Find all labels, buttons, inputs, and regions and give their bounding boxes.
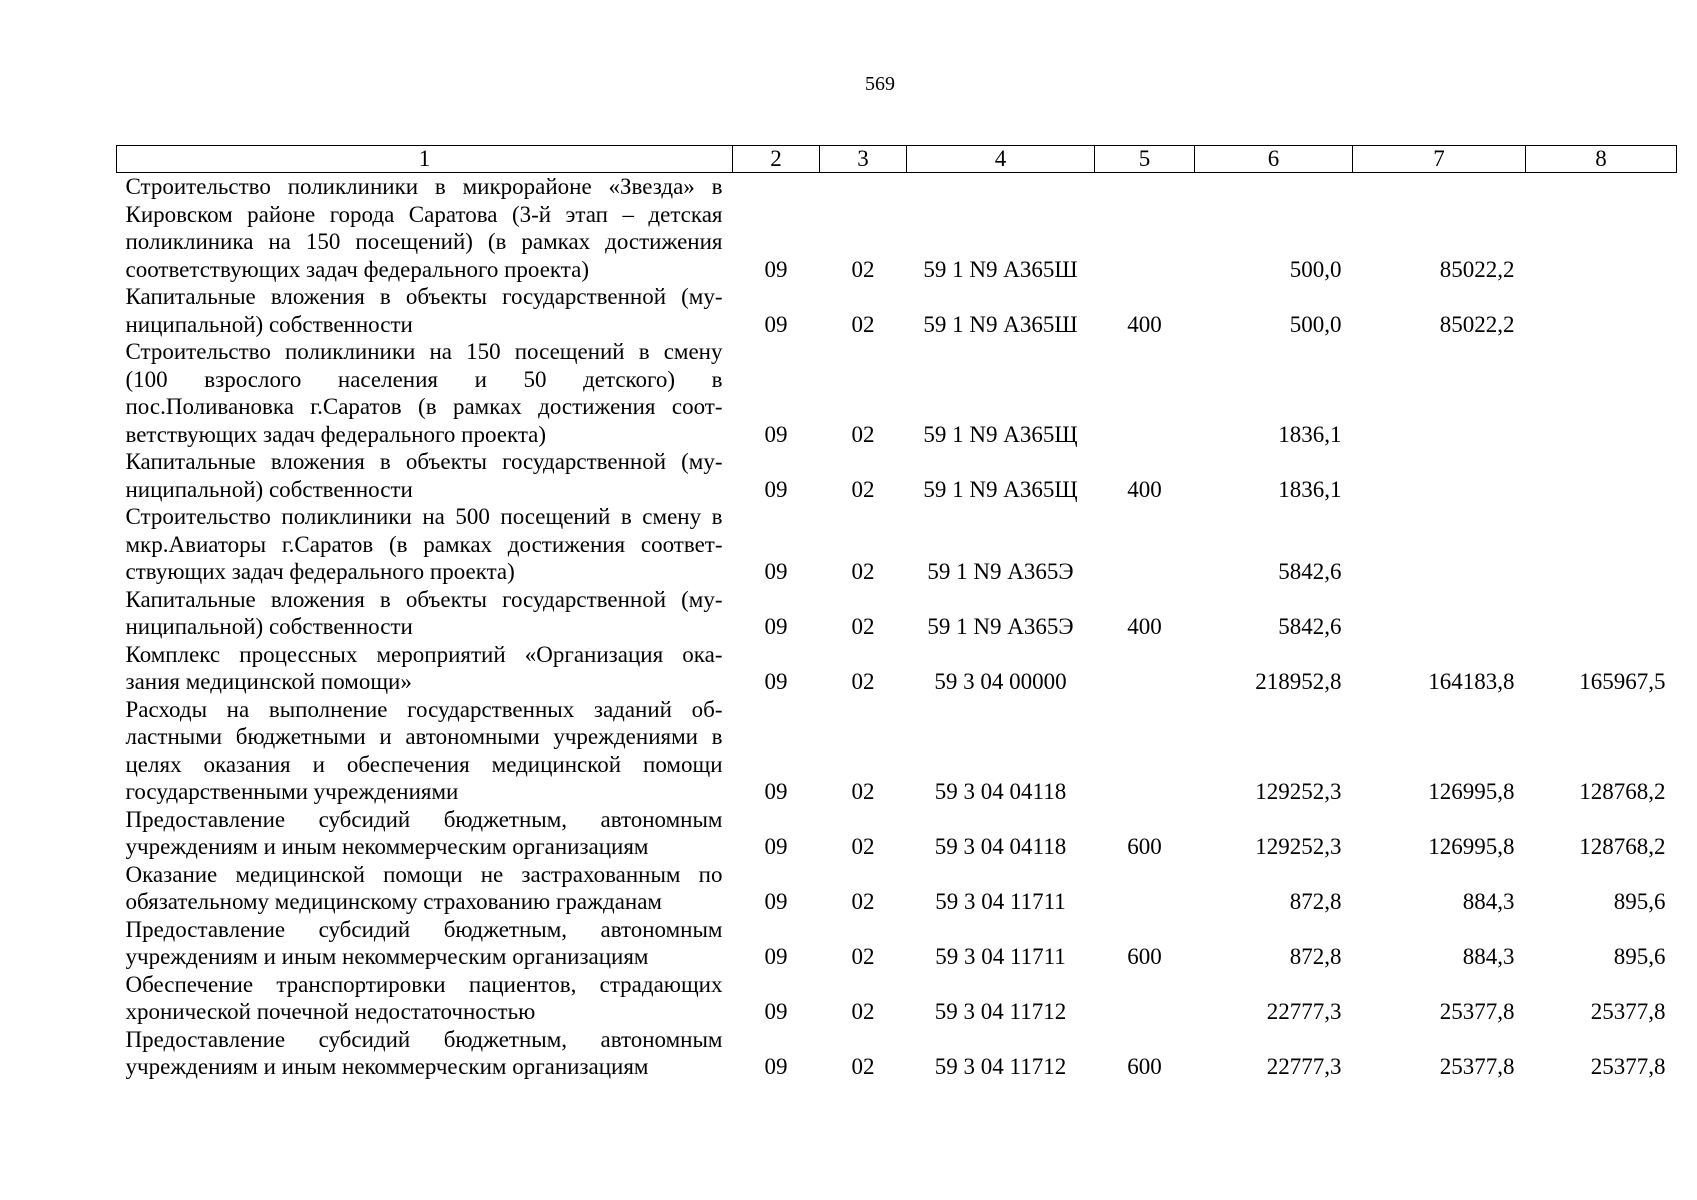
amount-col-6: 872,8 [1289, 889, 1342, 914]
subsection-code: 02 [851, 999, 875, 1024]
amount-col-7: 85022,2 [1439, 311, 1515, 337]
target-article-code: 59 3 04 11711 [935, 889, 1066, 914]
amount-col-7 [1353, 503, 1526, 586]
amount-col-6: 22777,3 [1266, 1054, 1342, 1079]
section-code: 09 [764, 889, 788, 914]
row-name [117, 283, 733, 338]
section-code: 09 [764, 614, 788, 639]
table-row [117, 586, 1677, 641]
row-name [117, 916, 733, 971]
target-article-code: 59 1 N9 А365Щ [923, 476, 1078, 502]
amount-col-8: 25377,8 [1590, 999, 1666, 1024]
section-code: 09 [764, 834, 788, 859]
page-number: 569 [865, 73, 895, 95]
row-name [117, 173, 733, 284]
subsection-code: 02 [851, 421, 875, 447]
subsection-code: 02 [851, 779, 875, 804]
target-article-code: 59 3 04 11711 [935, 944, 1066, 969]
amount-col-8 [1526, 338, 1677, 448]
amount-col-6: 218952,8 [1255, 669, 1342, 694]
row-name [117, 448, 733, 503]
amount-col-8: 165967,5 [1579, 669, 1666, 694]
amount-col-6: 5842,6 [1278, 559, 1342, 584]
section-code: 09 [764, 559, 788, 584]
subsection-code: 02 [851, 614, 875, 639]
name-line: Строительство поликлиники на 150 посещений в смену [125, 339, 723, 364]
row-name [117, 861, 733, 916]
name-line: Капитальные вложения в объекты государственной (му- [125, 284, 723, 309]
amount-col-7: 884,3 [1462, 889, 1515, 914]
amount-col-8: 895,6 [1613, 944, 1666, 969]
name-line: целях оказания и обеспечения медицинской помощи [125, 751, 723, 777]
column-header-8: 8 [1526, 146, 1677, 173]
section-code: 09 [764, 944, 788, 969]
name-line: Капитальные вложения в объекты государственной (му- [125, 586, 723, 612]
table-row [117, 338, 1677, 448]
column-header-4: 4 [907, 146, 1095, 173]
table-row [117, 806, 1677, 861]
amount-col-7 [1353, 586, 1526, 641]
name-line: пос.Поливановка г.Саратов (в рамках достижения соот- [125, 394, 723, 419]
expense-type-code: 400 [1127, 476, 1162, 502]
table-row [117, 861, 1677, 916]
name-line: Строительство поликлиники в микрорайоне «Звезда» в [125, 174, 723, 199]
amount-col-7: 126995,8 [1428, 834, 1515, 859]
subsection-code: 02 [851, 476, 875, 502]
section-code: 09 [764, 421, 788, 447]
expense-type-code [1095, 641, 1195, 696]
section-code: 09 [764, 476, 788, 502]
table-row [117, 503, 1677, 586]
table-row [117, 971, 1677, 1026]
subsection-code: 02 [851, 669, 875, 694]
target-article-code: 59 3 04 11712 [934, 1054, 1067, 1079]
expense-type-code: 600 [1127, 944, 1162, 969]
column-header-7: 7 [1353, 146, 1526, 173]
subsection-code: 02 [851, 1054, 875, 1079]
amount-col-7: 164183,8 [1428, 669, 1515, 694]
table-row [117, 283, 1677, 338]
budget-table [116, 145, 1677, 1081]
expense-type-code [1095, 173, 1195, 284]
subsection-code: 02 [851, 311, 875, 337]
column-header-5: 5 [1095, 146, 1195, 173]
table-row [117, 448, 1677, 503]
name-line: обязательному медицинскому страхованию гражданам [125, 889, 662, 914]
name-line: Предоставление субсидий бюджетным, автономным [125, 916, 723, 942]
target-article-code: 59 1 N9 А365Ш [923, 311, 1078, 337]
name-line: Строительство поликлиники на 500 посещений в смену в [125, 504, 723, 529]
name-line: ластными бюджетными и автономными учреждениями в [125, 724, 723, 749]
expense-type-code [1095, 696, 1195, 806]
target-article-code: 59 1 N9 А365Э [927, 614, 1074, 639]
name-line: (100 взрослого населения и 50 детского) в [125, 366, 723, 392]
column-header-6: 6 [1195, 146, 1353, 173]
expense-type-code: 400 [1127, 311, 1162, 337]
column-header-1: 1 [117, 146, 733, 173]
name-line: поликлиника на 150 посещений) (в рамках достижения [125, 229, 723, 254]
amount-col-8: 25377,8 [1590, 1054, 1666, 1079]
amount-col-8 [1526, 173, 1677, 284]
table-header-row [117, 146, 1677, 173]
amount-col-7: 85022,2 [1439, 256, 1515, 282]
amount-col-6: 1836,1 [1278, 476, 1342, 502]
name-line: учреждениям и иным некоммерческим организациям [125, 1054, 649, 1079]
name-line: Обеспечение транспортировки пациентов, страдающих [125, 971, 723, 997]
target-article-code: 59 1 N9 А365Щ [923, 421, 1078, 447]
expense-type-code [1095, 861, 1195, 916]
row-name [117, 971, 733, 1026]
subsection-code: 02 [851, 834, 875, 859]
name-line: ниципальной) собственности [125, 476, 413, 502]
amount-col-6: 5842,6 [1278, 614, 1342, 639]
target-article-code: 59 3 04 04118 [934, 779, 1067, 804]
name-line: Комплекс процессных мероприятий «Организация ока- [125, 641, 723, 667]
name-line: ниципальной) собственности [125, 311, 413, 337]
amount-col-7 [1353, 338, 1526, 448]
amount-col-6: 1836,1 [1278, 421, 1342, 447]
amount-col-6: 500,0 [1289, 311, 1342, 337]
amount-col-6: 872,8 [1289, 944, 1342, 969]
target-article-code: 59 3 04 11712 [934, 999, 1067, 1024]
table-body [117, 173, 1677, 1081]
amount-col-7: 126995,8 [1428, 779, 1515, 804]
expense-type-code: 400 [1127, 614, 1162, 639]
row-name [117, 503, 733, 586]
subsection-code: 02 [851, 889, 875, 914]
amount-col-7: 25377,8 [1439, 999, 1515, 1024]
row-name [117, 586, 733, 641]
section-code: 09 [764, 999, 788, 1024]
expense-type-code [1095, 503, 1195, 586]
table-row [117, 696, 1677, 806]
target-article-code: 59 1 N9 А365Э [927, 559, 1074, 584]
name-line: Оказание медицинской помощи не застрахованным по [125, 861, 723, 887]
amount-col-6: 129252,3 [1255, 779, 1342, 804]
row-name [117, 806, 733, 861]
section-code: 09 [764, 779, 788, 804]
name-line: государственными учреждениями [125, 779, 459, 804]
subsection-code: 02 [851, 944, 875, 969]
row-name [117, 696, 733, 806]
expense-type-code: 600 [1127, 1054, 1162, 1079]
name-line: ствующих задач федерального проекта) [125, 559, 515, 584]
name-line: мкр.Авиаторы г.Саратов (в рамках достижения соответ- [125, 531, 723, 557]
name-line: учреждениям и иным некоммерческим организациям [125, 944, 649, 969]
name-line: ветствующих задач федерального проекта) [125, 421, 547, 447]
target-article-code: 59 3 04 04118 [934, 834, 1067, 859]
row-name [117, 1026, 733, 1081]
section-code: 09 [764, 669, 788, 694]
amount-col-6: 22777,3 [1266, 999, 1342, 1024]
amount-col-7 [1353, 448, 1526, 503]
table-row [117, 641, 1677, 696]
amount-col-8: 895,6 [1613, 889, 1666, 914]
expense-type-code [1095, 338, 1195, 448]
section-code: 09 [764, 1054, 788, 1079]
amount-col-6: 129252,3 [1255, 834, 1342, 859]
expense-type-code: 600 [1127, 834, 1162, 859]
name-line: Кировском районе города Саратова (3-й этап – детская [125, 201, 723, 227]
amount-col-8: 128768,2 [1579, 834, 1666, 859]
row-name [117, 641, 733, 696]
section-code: 09 [764, 311, 788, 337]
subsection-code: 02 [851, 559, 875, 584]
amount-col-8 [1526, 503, 1677, 586]
name-line: хронической почечной недостаточностью [125, 999, 536, 1024]
row-name [117, 338, 733, 448]
name-line: Расходы на выполнение государственных заданий об- [125, 696, 723, 722]
column-header-3: 3 [820, 146, 907, 173]
name-line: Предоставление субсидий бюджетным, автономным [125, 1026, 723, 1052]
expense-type-code [1095, 971, 1195, 1026]
name-line: ниципальной) собственности [125, 614, 413, 639]
target-article-code: 59 1 N9 А365Ш [923, 256, 1078, 282]
name-line: Предоставление субсидий бюджетным, автономным [125, 806, 723, 832]
amount-col-8: 128768,2 [1579, 779, 1666, 804]
name-line: соответствующих задач федерального проекта) [125, 256, 589, 282]
name-line: учреждениям и иным некоммерческим организациям [125, 834, 649, 859]
table-row [117, 173, 1677, 284]
name-line: зания медицинской помощи» [125, 669, 412, 694]
subsection-code: 02 [851, 256, 875, 282]
name-line: Капитальные вложения в объекты государственной (му- [125, 449, 723, 474]
amount-col-8 [1526, 283, 1677, 338]
amount-col-8 [1526, 586, 1677, 641]
section-code: 09 [764, 256, 788, 282]
target-article-code: 59 3 04 00000 [934, 669, 1067, 694]
amount-col-8 [1526, 448, 1677, 503]
table-row [117, 1026, 1677, 1081]
amount-col-7: 884,3 [1462, 944, 1515, 969]
column-header-2: 2 [733, 146, 820, 173]
amount-col-6: 500,0 [1289, 256, 1342, 282]
table-row [117, 916, 1677, 971]
amount-col-7: 25377,8 [1439, 1054, 1515, 1079]
